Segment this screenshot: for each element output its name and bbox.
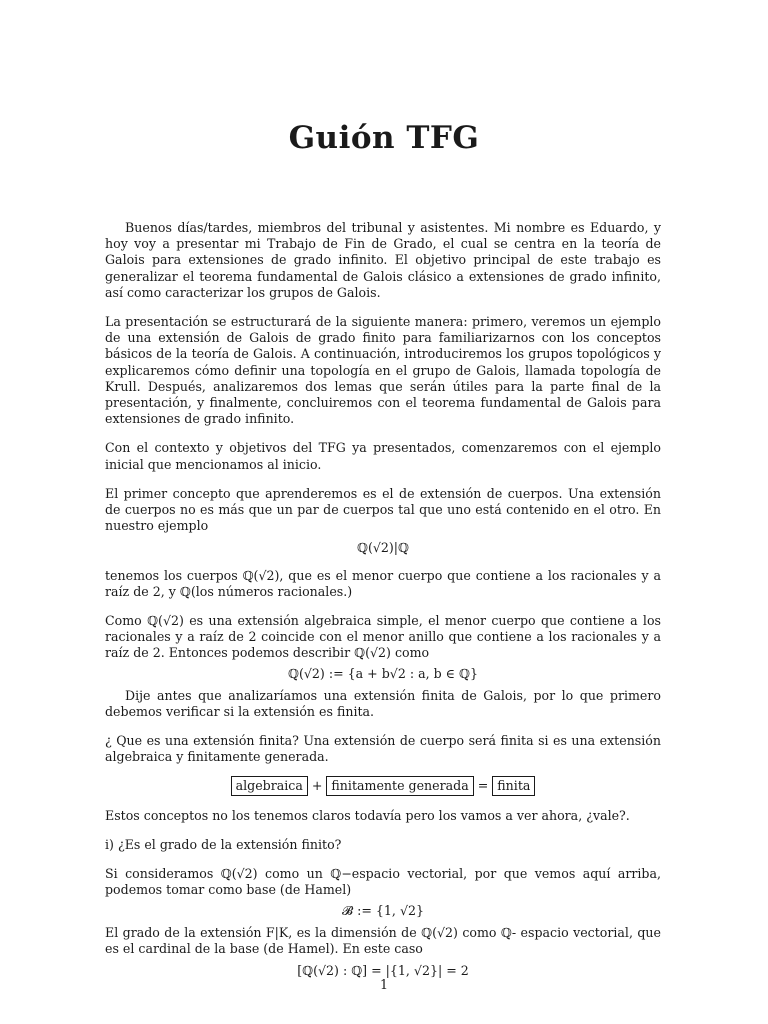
box-finita: finita (492, 776, 535, 796)
page-number: 1 (379, 977, 388, 992)
paragraph-degree: El grado de la extensión F|K, es la dimensión de ℚ(√2) como ℚ- espacio vectorial, que es el cardinal de la base (de Hamel). En este caso (105, 924, 661, 956)
paragraph-concepts: Estos conceptos no los tenemos claros todavía pero los vamos a ver ahora, ¿vale?. (105, 807, 630, 823)
plus-operator: + (311, 777, 323, 793)
paragraph-context: Con el contexto y objetivos del TFG ya presentados, comenzaremos con el ejemplo inicial que mencionamos al inicio. (105, 440, 661, 472)
equation-degree-value: [ℚ(√2) : ℚ] = |{1, √2}| = 2 (297, 963, 469, 979)
paragraph-field-extension: El primer concepto que aprenderemos es el de extensión de cuerpos. Una extensión de cuerpos no es más que un par de cuerpos tal que uno está contenido en el otro. En nuestro ejemplo (105, 485, 661, 534)
paragraph-vector-space: Si consideramos ℚ(√2) como un ℚ−espacio vectorial, por que vemos aquí arriba, podemos tomar como base (de Hamel) (105, 866, 661, 898)
document-body (105, 220, 661, 990)
paragraph-algebraic-simple: Como ℚ(√2) es una extensión algebraica simple, el menor cuerpo que contiene a los racionales y a raíz de 2 coincide con el menor anillo que contiene a los racionales y a raíz de 2. Entonces podemos describir ℚ(√2) como (105, 613, 661, 661)
paragraph-fields: tenemos los cuerpos ℚ(√2), que es el menor cuerpo que contiene a los racionales y a raíz de 2, y ℚ(los números racionales.) (105, 567, 661, 599)
equation-q-sqrt2-definition: ℚ(√2) := {a + b√2 : a, b ∈ ℚ} (288, 665, 478, 681)
boxed-equation (105, 776, 661, 796)
paragraph-finite-check: Dije antes que analizaríamos una extensión finita de Galois, por lo que primero debemos verificar si la extensión es finita. (105, 687, 661, 720)
box-finitamente-generada: finitamente generada (326, 776, 473, 796)
paragraph-intro: Buenos días/tardes, miembros del tribunal y asistentes. Mi nombre es Eduardo, y hoy voy a presentar mi Trabajo de Fin de Grado, el cual se centra en la teoría de Galois para extensiones de grado infinito. El objetivo principal de este trabajo es generalizar el teorema fundamental de Galois clásico a extensiones de grado infinito, así como caracterizar los grupos de Galois. (105, 220, 661, 300)
equation-extension: ℚ(√2)|ℚ (356, 540, 410, 556)
document-title: Guión TFG (288, 120, 480, 156)
paragraph-structure: La presentación se estructurará de la siguiente manera: primero, veremos un ejemplo de una extensión de Galois de grado finito para familiarizarnos con los conceptos básicos de la teoría de Galois. A continuación, introduciremos los grupos topológicos y explicaremos cómo definir una topología en el grupo de Galois, llamada topología de Krull. Después, analizaremos dos lemas que serán útiles para la parte final de la presentación, y finalmente, concluiremos con el teorema fundamental de Galois para extensiones de grado infinito. (105, 314, 661, 427)
equals-operator: = (477, 777, 489, 793)
paragraph-question-degree: i) ¿Es el grado de la extensión finito? (105, 836, 342, 852)
paragraph-finite-definition: ¿ Que es una extensión finita? Una extensión de cuerpo será finita si es una extensión algebraica y finitamente generada. (105, 733, 661, 765)
box-algebraica: algebraica (231, 776, 308, 796)
equation-hamel-basis: 𝓑 := {1, √2} (342, 902, 424, 918)
